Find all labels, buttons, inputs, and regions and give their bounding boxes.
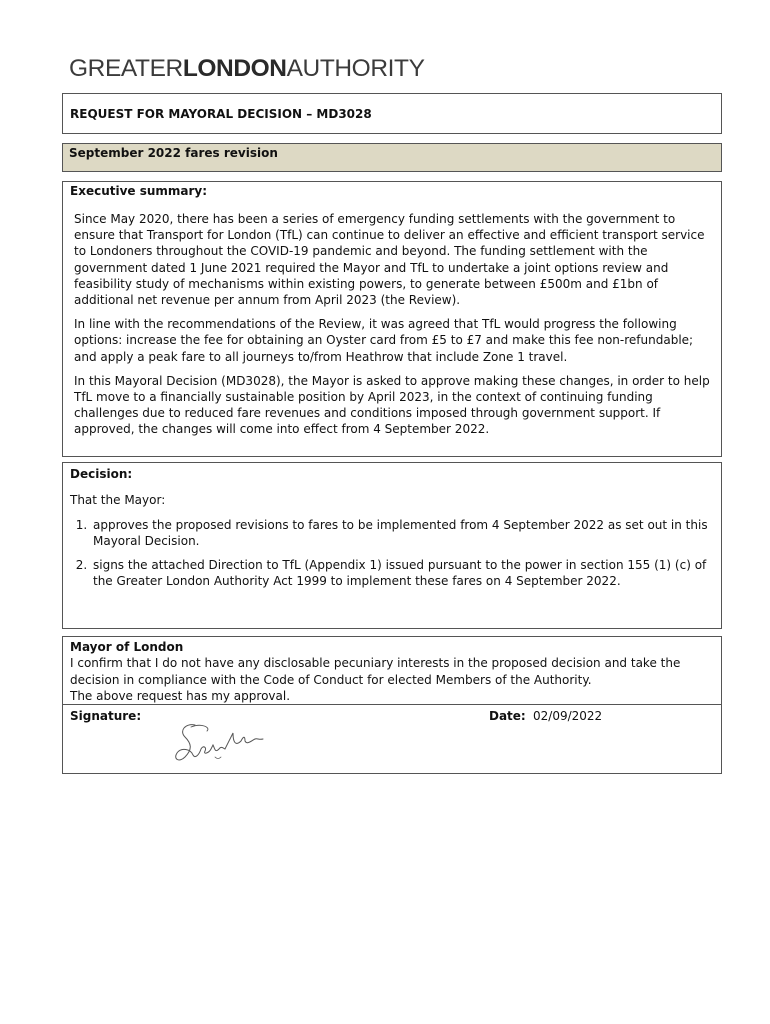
mayor-declaration (63, 637, 721, 705)
decision-item: 1. approves the proposed revisions to fares to be implemented from 4 September 2022 as set out in this Mayoral Decision. (91, 517, 721, 549)
date-value: 02/09/2022 (533, 709, 603, 723)
logo-london: LONDON (182, 55, 287, 82)
logo-authority: AUTHORITY (286, 55, 425, 82)
decision-item: 2. signs the attached Direction to TfL (Appendix 1) issued pursuant to the power in section 155 (1) (c) of the Greater London Authority Act 1999 to implement these fares on 4 September 2022. (91, 557, 721, 589)
decision-intro: That the Mayor: (70, 493, 166, 507)
summary-paragraph: Since May 2020, there has been a series of emergency funding settlements with the government to ensure that Transport for London (TfL) can continue to deliver an effective and efficient transport service to Londoners throughout the COVID-19 pandemic and beyond. The funding settlement with the government dated 1 June 2021 required the Mayor and TfL to undertake a joint options review and feasibility study of mechanisms within existing powers, to generate between £500m and £1bn of additional net revenue per annum from April 2023 (the Review). (74, 212, 705, 308)
executive-summary-section (62, 181, 722, 457)
date-label: Date: (489, 709, 526, 723)
summary-paragraph: In line with the recommendations of the Review, it was agreed that TfL would progress the following options: increase the fee for obtaining an Oyster card from £5 to £7 and make this fee non-refundable; and apply a peak fare to all journeys to/from Heathrow that include Zone 1 travel. (74, 317, 694, 364)
signature-image (171, 719, 271, 769)
decision-section (62, 462, 722, 629)
mayor-heading: Mayor of London (70, 640, 184, 654)
mayor-declaration-text: I confirm that I do not have any disclosable pecuniary interests in the proposed decision and take the decision in compliance with the Code of Conduct for elected Members of the Authority. (70, 656, 681, 687)
signature-label: Signature: (70, 709, 142, 723)
mayor-approval-text: The above request has my approval. (70, 689, 291, 703)
title-box (62, 93, 722, 134)
document-title: REQUEST FOR MAYORAL DECISION – MD3028 (70, 107, 372, 121)
mayor-approval-section (62, 636, 722, 774)
executive-summary-heading: Executive summary: (70, 184, 208, 198)
subject-box (62, 143, 722, 172)
summary-paragraph: In this Mayoral Decision (MD3028), the Mayor is asked to approve making these changes, in order to help TfL move to a financially sustainable position by April 2023, in the context of continuing funding challenges due to reduced fare revenues and conditions imposed through government support. If approved, the changes will come into effect from 4 September 2022. (74, 373, 710, 437)
decision-subject: September 2022 fares revision (69, 146, 278, 160)
decision-heading: Decision: (70, 467, 133, 481)
gla-logo (69, 55, 425, 83)
logo-greater: GREATER (69, 55, 183, 82)
decision-list (70, 517, 721, 589)
